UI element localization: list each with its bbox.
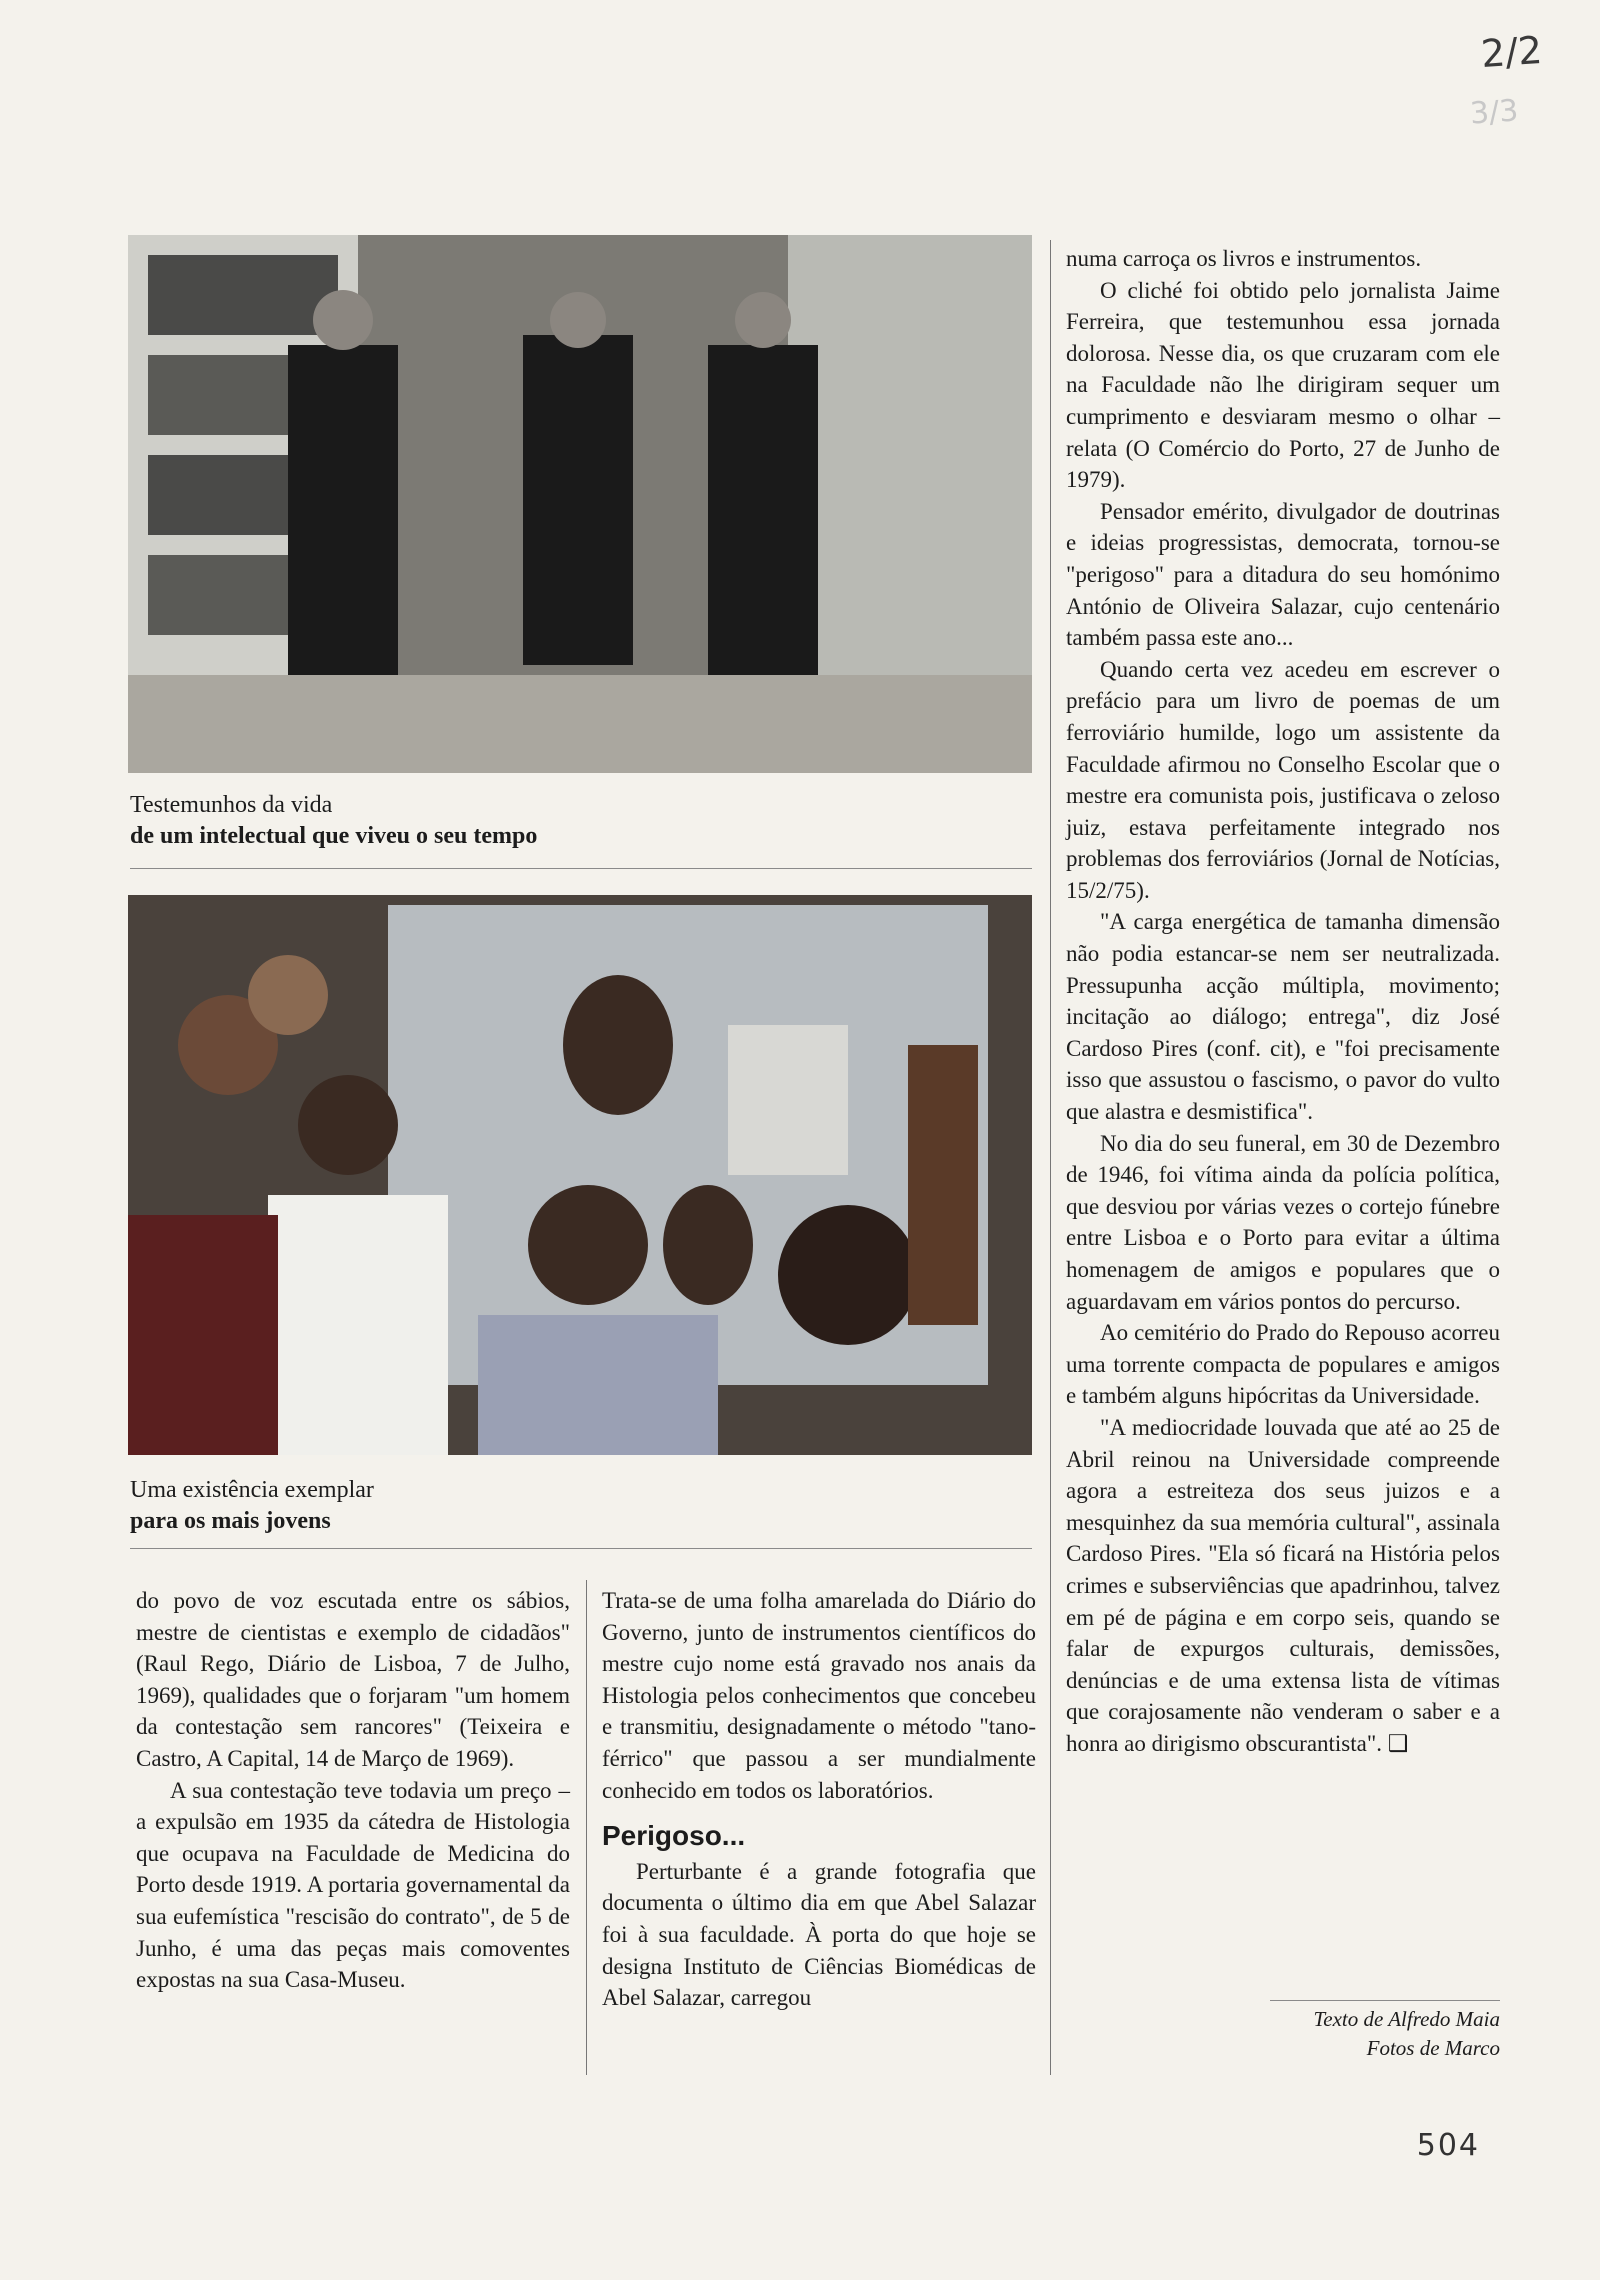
- article-column-middle: [602, 1585, 1036, 2014]
- handwritten-faint-mark: 3/3: [1468, 93, 1520, 132]
- article-column-right: [1066, 243, 1500, 1760]
- paragraph: Quando certa vez acedeu em escrever o prefácio para um livro de poemas de um ferroviário humilde, logo um assistente da Faculdade afirmou no Conselho Escolar que o mestre era comunista pois, justificava o zeloso juiz, estava perfeitamente integrado nos problemas dos ferroviários (Jornal de Notícias, 15/2/75).: [1066, 656, 1500, 903]
- handwritten-page-mark: 2/2: [1479, 27, 1544, 77]
- article-column-left: [136, 1585, 570, 1996]
- photo-three-men: [128, 235, 1032, 773]
- photo-children-museum-illustration: [128, 895, 1032, 1455]
- paragraph: "A mediocridade louvada que até ao 25 de Abril reinou na Universidade compreende agora a estreiteza dos seus juizos e a mesquinhez da sua memória cultural", assinala Cardoso Pires. "Ela só ficará na História pelos crimes e subserviências que apadrinhou, talvez em pé de página e em corpo seis, quando se falar de expurgos culturais, demissões, denúncias e de uma extensa lista de vítimas que corajosamente não venderam o saber e a honra ao dirigismo obscurantista". ❑: [1066, 1414, 1500, 1756]
- caption-photo-1: [130, 790, 537, 852]
- caption-divider-1: [130, 868, 1032, 869]
- paragraph: Pensador emérito, divulgador de doutrinas e ideias progressistas, democrata, tornou-se "perigoso" para a ditadura do seu homónimo António de Oliveira Salazar, cujo centenário também passa este ano...: [1066, 498, 1500, 651]
- paragraph: Perturbante é a grande fotografia que documenta o último dia em que Abel Salazar foi à sua faculdade. À porta do que hoje se designa Instituto de Ciências Biomédicas de Abel Salazar, carregou: [602, 1858, 1036, 2011]
- credit-photos: Fotos de Marco: [1366, 2036, 1500, 2060]
- caption-photo-2-line1: Uma existência exemplar: [130, 1477, 374, 1503]
- page-number: 504: [1416, 2128, 1480, 2163]
- paragraph: Ao cemitério do Prado do Repouso acorreu uma torrente compacta de populares e amigos e também alguns hipócritas da Universidade.: [1066, 1320, 1500, 1409]
- paragraph: "A carga energética de tamanha dimensão não podia estancar-se nem ser neutralizada. Pressupunha acção múltipla, movimento; incitação ao diálogo; entrega", diz José Cardoso Pires (conf. cit), e "foi precisamente isso que assustou o fascismo, o pavor do vulto que alastra e desmistifica".: [1066, 909, 1500, 1125]
- paragraph: No dia do seu funeral, em 30 de Dezembro de 1946, foi vítima ainda da polícia política, que desviou por várias vezes o cortejo fúnebre entre Lisboa e o Porto para evitar a última homenagem de amigos e populares que o aguardavam em vários pontos do percurso.: [1066, 1130, 1500, 1314]
- paragraph: A sua contestação teve todavia um preço – a expulsão em 1935 da cátedra de Histologia que ocupava na Faculdade de Medicina do Porto desde 1919. A portaria governamental da sua eufemística "rescisão do contrato", de 5 de Junho, é uma das peças mais comoventes expostas na sua Casa-Museu.: [136, 1777, 570, 1993]
- caption-photo-2-line2: para os mais jovens: [130, 1508, 331, 1534]
- caption-photo-1-line1: Testemunhos da vida: [130, 792, 333, 818]
- credits: [1314, 2005, 1500, 2063]
- photo-children-museum: [128, 895, 1032, 1455]
- column-divider: [586, 1580, 587, 2075]
- paragraph: numa carroça os livros e instrumentos.: [1066, 246, 1422, 271]
- photo-three-men-illustration: [128, 235, 1032, 773]
- paragraph: Trata-se de uma folha amarelada do Diário do Governo, junto de instrumentos científicos do mestre cujo nome está gravado nos anais da Histologia pelos conhecimentos que concebeu e transmitiu, designadamente o método "tano-férrico" que passou a ser mundialmente conhecido em todos os laboratórios.: [602, 1588, 1036, 1803]
- caption-photo-2: [130, 1475, 374, 1537]
- credit-text: Texto de Alfredo Maia: [1313, 2007, 1500, 2031]
- caption-photo-1-line2: de um intelectual que viveu o seu tempo: [130, 823, 538, 849]
- credits-divider: [1270, 2000, 1500, 2001]
- subheading: Perigoso...: [602, 1820, 746, 1852]
- column-divider: [1050, 240, 1051, 2075]
- caption-divider-2: [130, 1548, 1032, 1549]
- paragraph: do povo de voz escutada entre os sábios, mestre de cientistas e exemplo de cidadãos" (Raul Rego, Diário de Lisboa, 7 de Julho, 1969), qualidades que o forjaram "um homem da contestação sem rancores" (Teixeira e Castro, A Capital, 14 de Março de 1969).: [136, 1588, 570, 1771]
- paragraph: O cliché foi obtido pelo jornalista Jaime Ferreira, que testemunhou essa jornada dolorosa. Nesse dia, os que cruzaram com ele na Faculdade não lhe dirigiram sequer um cumprimento e desviaram mesmo o olhar – relata (O Comércio do Porto, 27 de Junho de 1979).: [1066, 277, 1500, 493]
